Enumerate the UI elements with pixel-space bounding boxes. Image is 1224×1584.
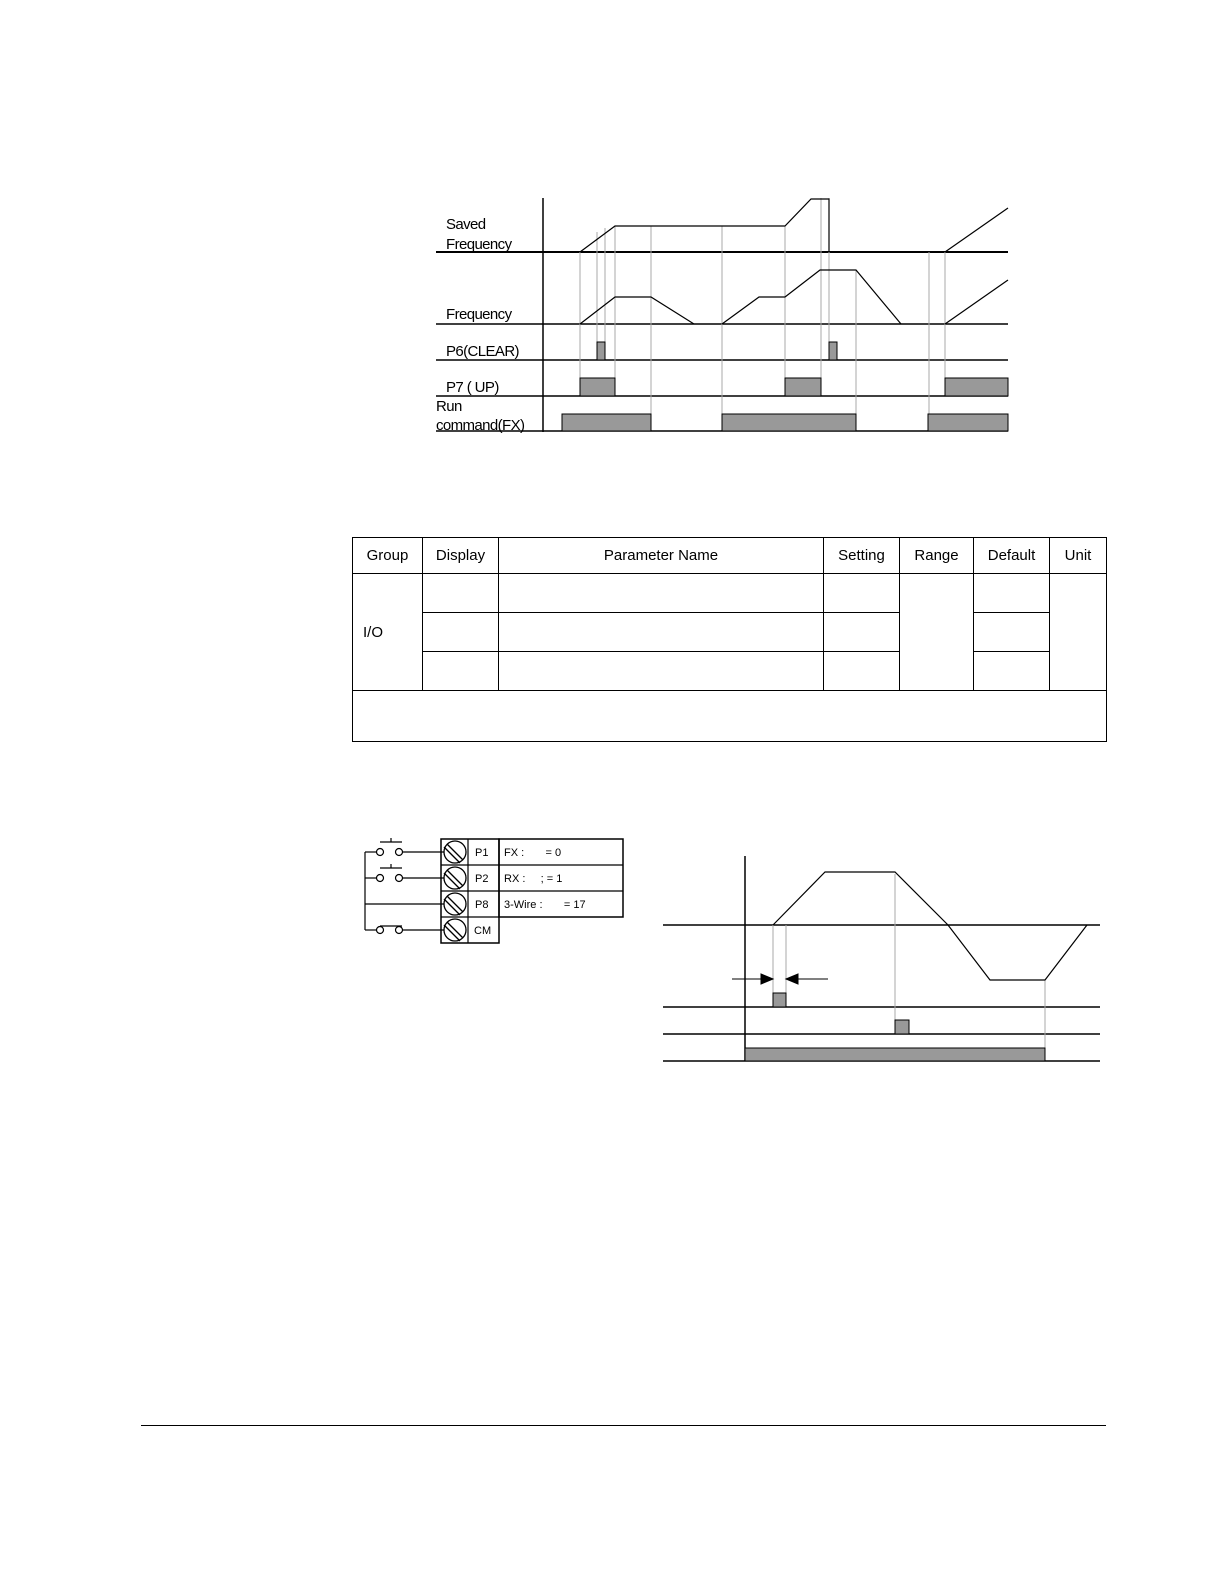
signal-label-frequency: Frequency xyxy=(446,306,512,323)
saved-frequency-wave xyxy=(580,199,829,252)
cell-setting xyxy=(824,613,900,652)
three-wire-waveform xyxy=(655,850,1105,1065)
timing-chart xyxy=(0,0,1224,470)
header-setting: Setting xyxy=(824,538,900,574)
cell-group: I/O xyxy=(353,574,423,691)
cell-setting xyxy=(824,574,900,613)
cell-setting xyxy=(824,652,900,691)
cell-default xyxy=(974,652,1050,691)
three-wire-pulse xyxy=(745,1048,1045,1061)
header-default: Default xyxy=(974,538,1050,574)
table-row xyxy=(353,613,1107,652)
signal-label-run-2: command(FX) xyxy=(436,417,525,434)
cell-range xyxy=(900,574,974,691)
cell-name xyxy=(499,574,824,613)
saved-frequency-wave-2 xyxy=(945,208,1008,252)
terminal-p1: P1 xyxy=(475,847,489,859)
function-fx: FX : = 0 xyxy=(504,847,562,859)
frequency-wave-2 xyxy=(722,270,901,324)
footer-rule xyxy=(141,1425,1106,1426)
run-pulse xyxy=(722,414,856,431)
signal-label-saved-frequency-1: Saved xyxy=(446,216,486,233)
table-header-row xyxy=(353,538,1107,574)
header-group: Group xyxy=(353,538,423,574)
rx-pulse xyxy=(895,1020,909,1034)
p7-pulse xyxy=(785,378,821,396)
interval-arrow-icon xyxy=(732,974,828,984)
signal-label-saved-frequency-2: Frequency xyxy=(446,236,512,253)
parameter-table xyxy=(352,537,1107,742)
cell-name xyxy=(499,652,824,691)
terminal-p8: P8 xyxy=(475,899,489,911)
cell-display xyxy=(423,574,499,613)
header-display: Display xyxy=(423,538,499,574)
cell-name xyxy=(499,613,824,652)
signal-label-run-1: Run xyxy=(436,398,462,415)
fx-pulse xyxy=(773,993,786,1007)
header-unit: Unit xyxy=(1050,538,1107,574)
function-rx: RX : ; = 1 xyxy=(504,873,563,885)
cell-display xyxy=(423,652,499,691)
run-pulse xyxy=(928,414,1008,431)
cell-default xyxy=(974,574,1050,613)
signal-label-p7-up: P7 ( UP) xyxy=(446,379,499,396)
cell-display xyxy=(423,613,499,652)
p7-pulse xyxy=(945,378,1008,396)
table-row xyxy=(353,652,1107,691)
cell-note xyxy=(353,691,1107,742)
cell-unit xyxy=(1050,574,1107,691)
p6-pulse xyxy=(829,342,837,360)
frequency-wave-3 xyxy=(945,280,1008,324)
wiring-diagram xyxy=(340,830,640,960)
p6-pulse xyxy=(597,342,605,360)
cell-default xyxy=(974,613,1050,652)
function-3wire: 3-Wire : = 17 xyxy=(504,899,586,911)
terminal-cm: CM xyxy=(474,925,492,937)
run-pulse xyxy=(562,414,651,431)
guide-lines xyxy=(580,198,945,414)
output-frequency-wave xyxy=(773,872,1087,980)
signal-label-p6-clear: P6(CLEAR) xyxy=(446,343,519,360)
terminal-p2: P2 xyxy=(475,873,489,885)
header-parameter-name: Parameter Name xyxy=(499,538,824,574)
switch-wiring xyxy=(365,838,444,934)
header-range: Range xyxy=(900,538,974,574)
table-note-row xyxy=(353,691,1107,742)
p7-pulse xyxy=(580,378,615,396)
table-row xyxy=(353,574,1107,613)
